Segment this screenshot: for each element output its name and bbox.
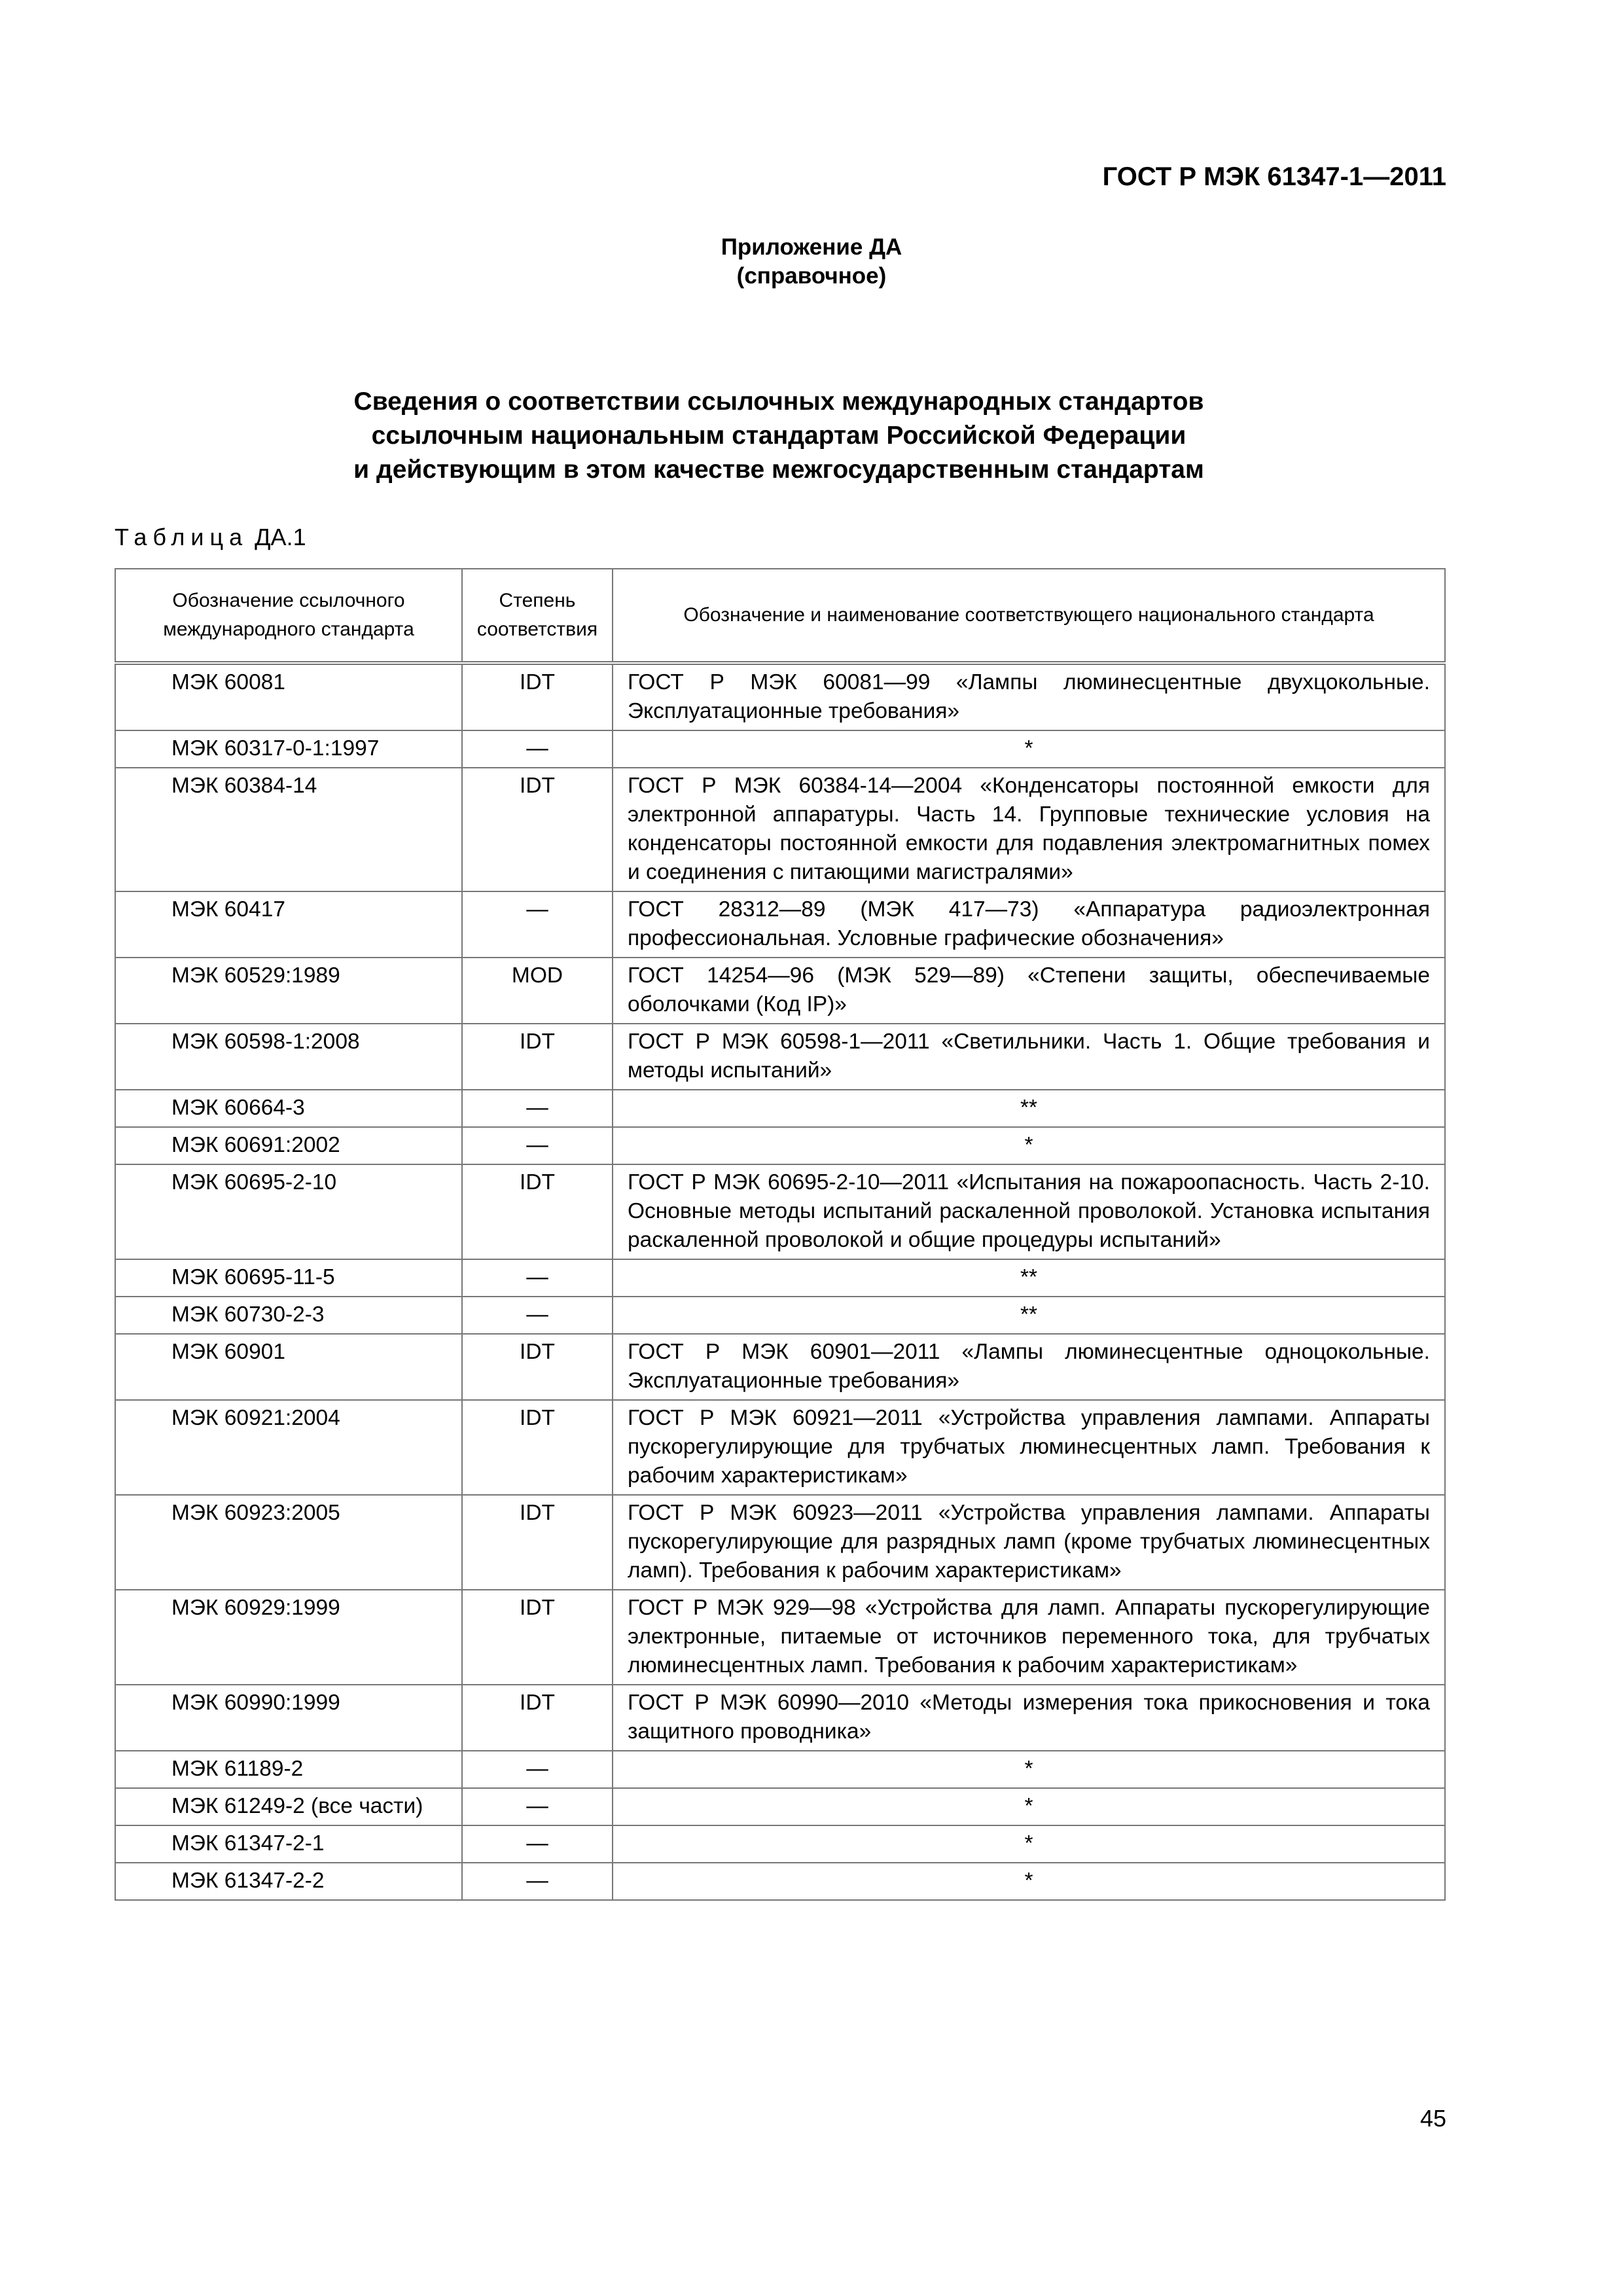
document-code: ГОСТ Р МЭК 61347-1—2011 <box>1102 162 1446 191</box>
cell-degree: IDT <box>462 1495 613 1590</box>
cell-national-standard: * <box>613 1751 1445 1788</box>
cell-degree: — <box>462 1788 613 1825</box>
cell-degree: — <box>462 1297 613 1334</box>
header-col2-line2: соответствия <box>476 619 598 640</box>
cell-international-designation: МЭК 60598-1:2008 <box>115 1024 462 1090</box>
table-row <box>115 1090 1445 1127</box>
cell-degree: — <box>462 1751 613 1788</box>
table-caption-word: Таблица <box>115 524 249 550</box>
table-row <box>115 1127 1445 1164</box>
cell-degree: — <box>462 1090 613 1127</box>
table-row <box>115 1297 1445 1334</box>
cell-international-designation: МЭК 60990:1999 <box>115 1685 462 1751</box>
table-row <box>115 730 1445 768</box>
page-number: 45 <box>1419 2105 1446 2132</box>
main-title-line-3: и действующим в этом качестве межгосударственным стандартам <box>353 456 1204 484</box>
table-row <box>115 1400 1445 1495</box>
cell-national-standard: ГОСТ Р МЭК 60923—2011 «Устройства управления лампами. Аппараты пускорегулирующие для разрядных ламп (кроме трубчатых люминесцентных ламп). Требования к рабочим характеристикам» <box>613 1495 1445 1590</box>
table-body <box>115 663 1445 1900</box>
cell-degree: IDT <box>462 1024 613 1090</box>
standards-table <box>115 568 1446 1901</box>
table-row <box>115 1863 1445 1900</box>
cell-degree: — <box>462 891 613 958</box>
cell-degree: IDT <box>462 1164 613 1259</box>
table-row <box>115 663 1445 730</box>
cell-national-standard: ГОСТ Р МЭК 60384-14—2004 «Конденсаторы постоянной емкости для электронной аппаратуры. Часть 14. Групповые технические условия на конденсаторы постоянной емкости для подавления электромагнитных помех и соединения с питающими магистралями» <box>613 768 1445 891</box>
cell-international-designation: МЭК 60730-2-3 <box>115 1297 462 1334</box>
cell-national-standard: ГОСТ Р МЭК 60990—2010 «Методы измерения тока прикосновения и тока защитного проводника» <box>613 1685 1445 1751</box>
cell-national-standard: * <box>613 1127 1445 1164</box>
cell-degree: — <box>462 1863 613 1900</box>
table-header-row <box>115 569 1445 663</box>
cell-degree: IDT <box>462 768 613 891</box>
cell-international-designation: МЭК 60929:1999 <box>115 1590 462 1685</box>
annex-title: Приложение ДА <box>721 234 902 260</box>
cell-international-designation: МЭК 61189-2 <box>115 1751 462 1788</box>
cell-national-standard: ГОСТ Р МЭК 60598-1—2011 «Светильники. Часть 1. Общие требования и методы испытаний» <box>613 1024 1445 1090</box>
cell-national-standard: ГОСТ Р МЭК 929—98 «Устройства для ламп. Аппараты пускорегулирующие электронные, питаемые от источников переменного тока, для трубчатых люминесцентных ламп. Требования к рабочим характеристикам» <box>613 1590 1445 1685</box>
cell-national-standard: ** <box>613 1297 1445 1334</box>
annex-subtitle: (справочное) <box>736 263 887 289</box>
cell-national-standard: ** <box>613 1259 1445 1297</box>
table-row <box>115 1259 1445 1297</box>
cell-international-designation: МЭК 60384-14 <box>115 768 462 891</box>
header-col1-line2: международного стандарта <box>163 619 414 640</box>
table-row <box>115 1495 1445 1590</box>
cell-national-standard: ГОСТ Р МЭК 60921—2011 «Устройства управления лампами. Аппараты пускорегулирующие для трубчатых люминесцентных ламп. Требования к рабочим характеристикам» <box>613 1400 1445 1495</box>
header-national-standard: Обозначение и наименование соответствующего национального стандарта <box>613 569 1445 663</box>
cell-national-standard: * <box>613 730 1445 768</box>
cell-degree: IDT <box>462 663 613 730</box>
cell-degree: — <box>462 1127 613 1164</box>
table-row <box>115 891 1445 958</box>
header-col2-line1: Степень <box>499 590 576 611</box>
cell-national-standard: ГОСТ 28312—89 (МЭК 417—73) «Аппаратура радиоэлектронная профессиональная. Условные графические обозначения» <box>613 891 1445 958</box>
cell-international-designation: МЭК 60695-2-10 <box>115 1164 462 1259</box>
cell-national-standard: * <box>613 1863 1445 1900</box>
cell-national-standard: ** <box>613 1090 1445 1127</box>
header-col1-line1: Обозначение ссылочного <box>172 590 405 611</box>
main-title <box>0 385 1558 487</box>
table-row <box>115 1788 1445 1825</box>
cell-degree: IDT <box>462 1334 613 1400</box>
table-row <box>115 768 1445 891</box>
cell-national-standard: * <box>613 1788 1445 1825</box>
table-row <box>115 1685 1445 1751</box>
cell-international-designation: МЭК 61347-2-1 <box>115 1825 462 1863</box>
cell-degree: MOD <box>462 958 613 1024</box>
cell-national-standard: ГОСТ Р МЭК 60081—99 «Лампы люминесцентные двухцокольные. Эксплуатационные требования» <box>613 663 1445 730</box>
cell-international-designation: МЭК 60695-11-5 <box>115 1259 462 1297</box>
table-row <box>115 958 1445 1024</box>
cell-national-standard: ГОСТ Р МЭК 60901—2011 «Лампы люминесцентные одноцокольные. Эксплуатационные требования» <box>613 1334 1445 1400</box>
cell-degree: IDT <box>462 1685 613 1751</box>
cell-international-designation: МЭК 61249-2 (все части) <box>115 1788 462 1825</box>
table-row <box>115 1024 1445 1090</box>
table-row <box>115 1590 1445 1685</box>
cell-international-designation: МЭК 60691:2002 <box>115 1127 462 1164</box>
cell-degree: — <box>462 730 613 768</box>
cell-degree: — <box>462 1825 613 1863</box>
cell-international-designation: МЭК 61347-2-2 <box>115 1863 462 1900</box>
cell-international-designation: МЭК 60317-0-1:1997 <box>115 730 462 768</box>
table-row <box>115 1334 1445 1400</box>
cell-international-designation: МЭК 60664-3 <box>115 1090 462 1127</box>
cell-degree: IDT <box>462 1400 613 1495</box>
table-caption <box>115 524 306 551</box>
cell-national-standard: ГОСТ Р МЭК 60695-2-10—2011 «Испытания на пожароопасность. Часть 2-10. Основные методы испытаний раскаленной проволокой. Установка испытания раскаленной проволокой и общие процедуры испытаний» <box>613 1164 1445 1259</box>
cell-international-designation: МЭК 60081 <box>115 663 462 730</box>
main-title-line-1: Сведения о соответствии ссылочных международных стандартов <box>353 387 1204 416</box>
header-international-designation <box>115 569 462 663</box>
table-caption-number: ДА.1 <box>255 524 306 550</box>
cell-national-standard: ГОСТ 14254—96 (МЭК 529—89) «Степени защиты, обеспечиваемые оболочками (Код IP)» <box>613 958 1445 1024</box>
cell-international-designation: МЭК 60529:1989 <box>115 958 462 1024</box>
cell-international-designation: МЭК 60417 <box>115 891 462 958</box>
table-row <box>115 1751 1445 1788</box>
table-row <box>115 1164 1445 1259</box>
annex-heading <box>0 233 1623 291</box>
cell-international-designation: МЭК 60923:2005 <box>115 1495 462 1590</box>
cell-international-designation: МЭК 60921:2004 <box>115 1400 462 1495</box>
table-row <box>115 1825 1445 1863</box>
cell-degree: — <box>462 1259 613 1297</box>
main-title-line-2: ссылочным национальным стандартам Российской Федерации <box>371 422 1186 450</box>
cell-degree: IDT <box>462 1590 613 1685</box>
cell-national-standard: * <box>613 1825 1445 1863</box>
cell-international-designation: МЭК 60901 <box>115 1334 462 1400</box>
header-degree-of-correspondence <box>462 569 613 663</box>
